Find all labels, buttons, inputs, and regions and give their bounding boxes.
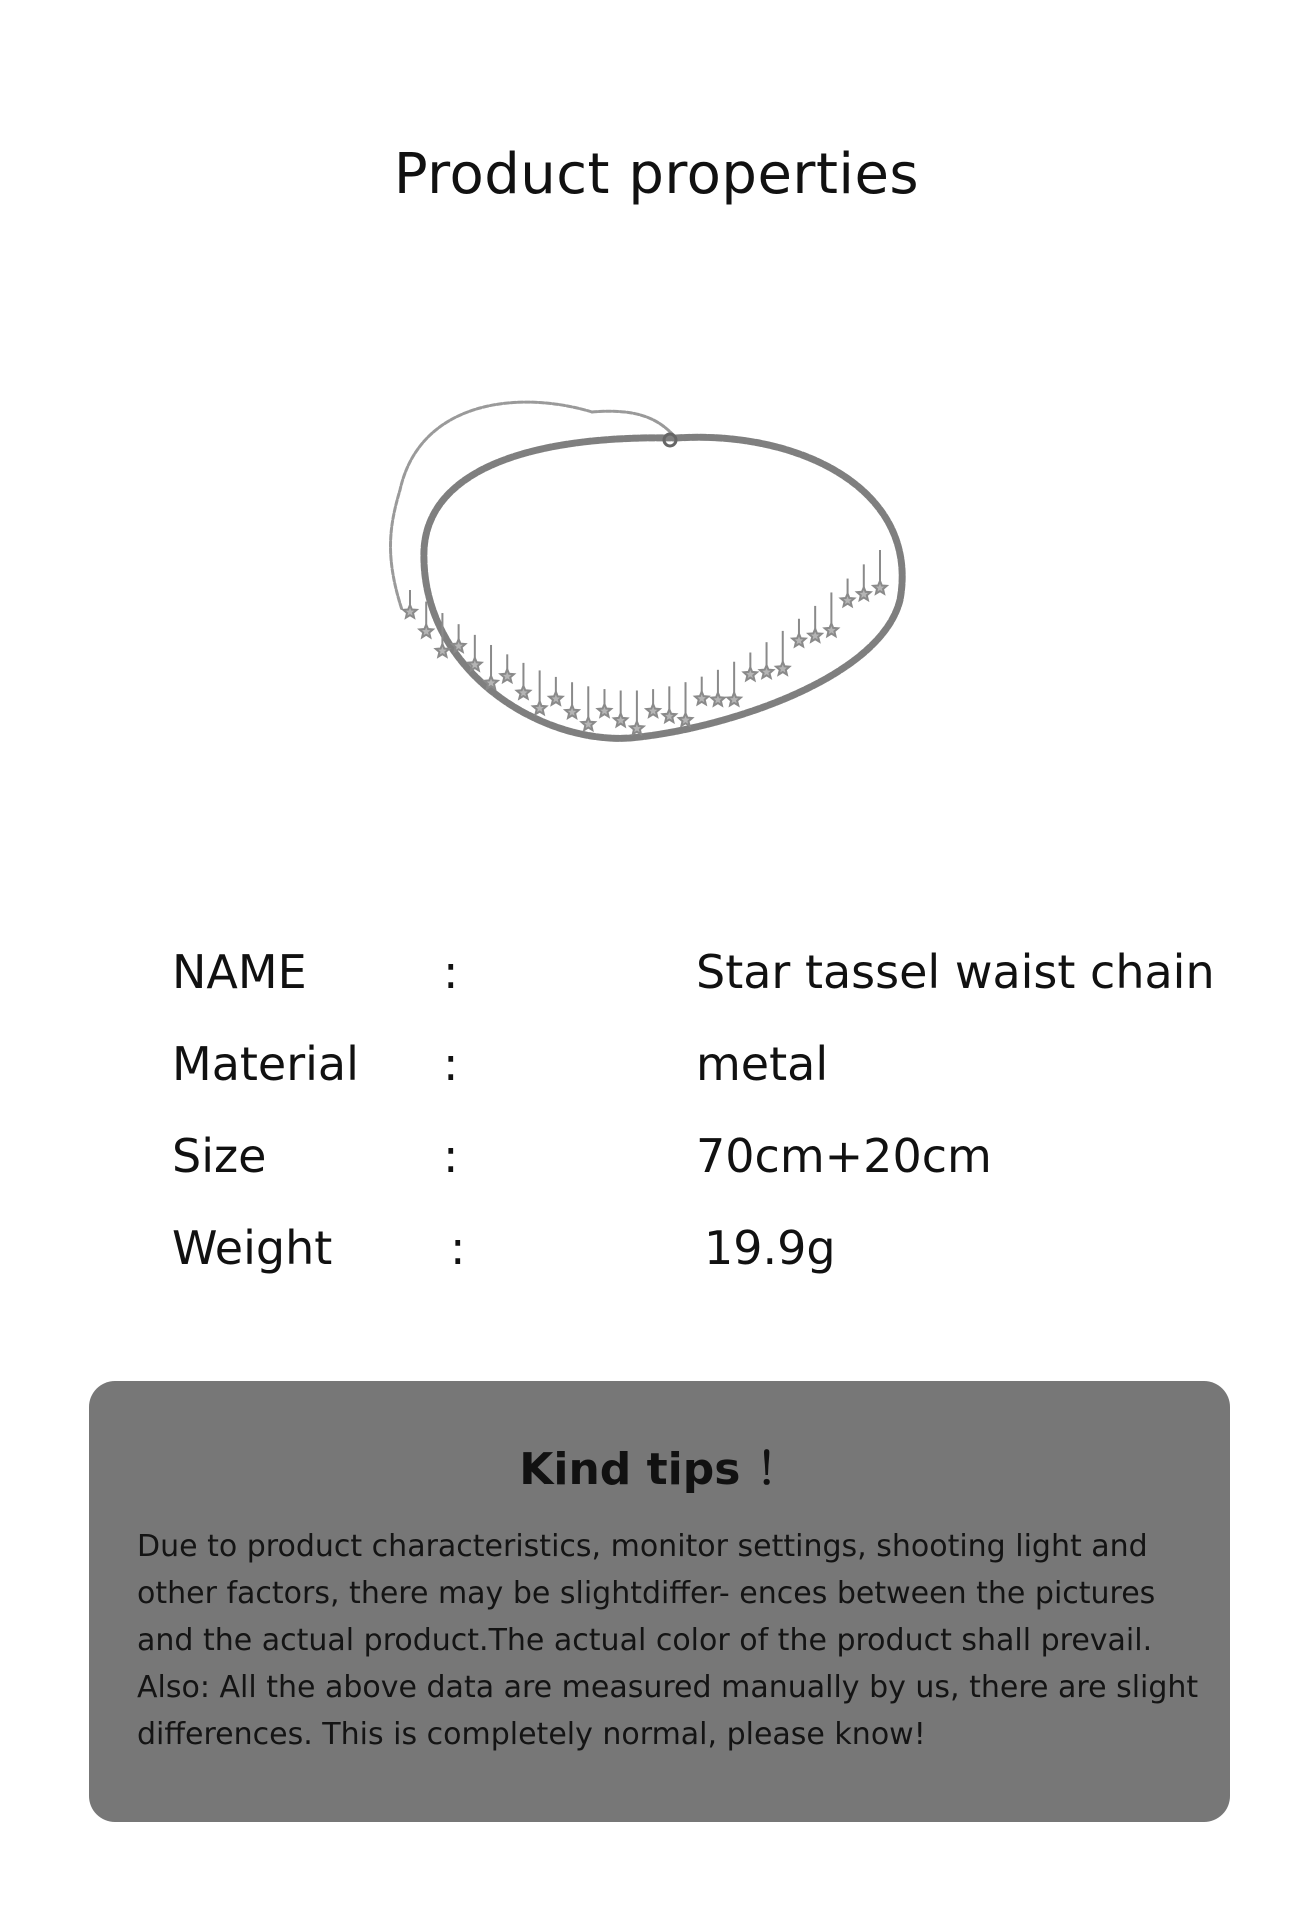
property-label: Size [172,1129,267,1183]
property-label: Weight [172,1221,333,1275]
property-colon: : [443,1129,459,1183]
property-colon: : [443,1037,459,1091]
kind-tips-text: Due to product characteristics, monitor settings, shooting light and other factors, there may be slightdiffer- ences between the pictures and the actual product.The actual color of the product shall prevail. Also: All the above data are measured manually by us, there are slight differences. This is completely normal, please know! [137,1529,1199,1752]
waist-chain-image [380,360,940,800]
property-value: Star tassel waist chain [696,945,1215,999]
property-row-name [0,945,1313,1015]
property-label: Material [172,1037,359,1091]
property-colon: : [450,1221,466,1275]
property-row-weight [0,1221,1313,1291]
property-value: metal [696,1037,829,1091]
page-title: Product properties [393,142,920,207]
property-colon: : [443,945,459,999]
kind-tips-box [89,1381,1230,1822]
property-label: NAME [172,945,307,999]
property-row-size [0,1129,1313,1199]
property-value: 19.9g [704,1221,836,1275]
kind-tips-title: Kind tips ！ [519,1444,800,1495]
property-row-material [0,1037,1313,1107]
property-value: 70cm+20cm [696,1129,992,1183]
